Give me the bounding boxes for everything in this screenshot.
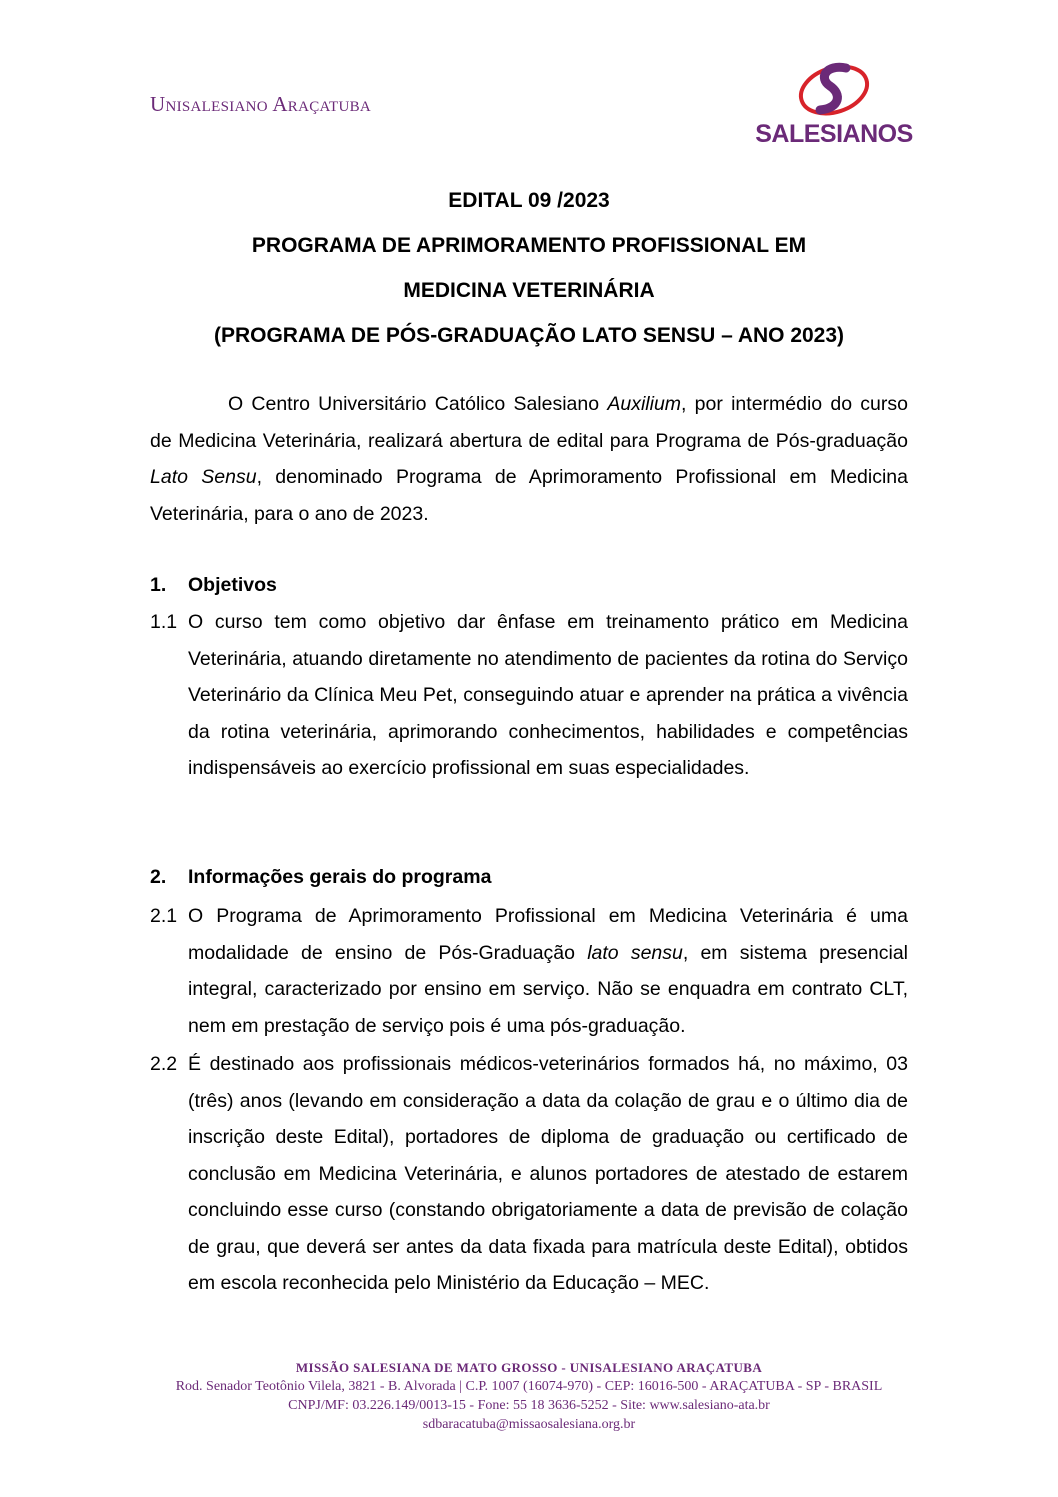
clause-number: 2.1 bbox=[150, 905, 178, 927]
salesianos-logo bbox=[754, 60, 914, 152]
clause-number: 1.1 bbox=[150, 611, 178, 633]
document-titles bbox=[0, 178, 1058, 358]
clause-text: É destinado aos profissionais médicos-veterinários formados há, no máximo, 03 (três) anos (levando em consideração a data da colação de grau e o último dia de inscrição deste Edital), portadores de diploma de graduação ou certificado de conclusão em Medicina Veterinária, e alunos portadores de atestado de estarem concluindo esse curso (constando obrigatoriamente a data de previsão de colação de grau, que deverá ser antes da data fixada para matrícula deste Edital), obtidos em escola reconhecida pelo Ministério da Educação – MEC. bbox=[188, 1053, 908, 1294]
intro-paragraph bbox=[150, 386, 908, 532]
section-number: 2. bbox=[150, 866, 167, 888]
clause-2-2 bbox=[150, 1046, 908, 1302]
clause-emphasis: lato sensu bbox=[587, 941, 683, 964]
institution-name: Unisalesiano Araçatuba bbox=[150, 92, 372, 116]
salesianos-emblem-icon bbox=[796, 60, 872, 120]
intro-emphasis-1: Auxilium bbox=[607, 393, 682, 415]
footer-organization: MISSÃO SALESIANA DE MATO GROSSO - UNISALESIANO ARAÇATUBA bbox=[295, 1360, 763, 1375]
footer-email: sdbaracatuba@missaosalesiana.org.br bbox=[422, 1417, 636, 1432]
section-title: Objetivos bbox=[188, 574, 277, 596]
intro-text-3: , denominado Programa de Aprimoramento Profissional em Medicina Veterinária, para o ano de 2023. bbox=[150, 466, 908, 525]
clause-text-b: , em sistema presencial integral, caracterizado por ensino em serviço. Não se enquadra em contrato CLT, nem em prestação de serviço pois é uma pós-graduação. bbox=[188, 941, 908, 1037]
footer-contact: CNPJ/MF: 03.226.149/0013-15 - Fone: 55 18 3636-5252 - Site: www.salesiano-ata.br bbox=[288, 1398, 770, 1413]
intro-text-1: O Centro Universitário Católico Salesiano bbox=[228, 393, 608, 415]
intro-text-2: , por intermédio do curso de Medicina Veterinária, realizará abertura de edital para Programa de Pós-graduação bbox=[150, 393, 908, 452]
logo-wordmark: SALESIANOS bbox=[755, 120, 913, 148]
clause-1-1 bbox=[150, 604, 908, 787]
clause-text-a: O Programa de Aprimoramento Profissional em Medicina Veterinária é uma modalidade de ensino de Pós-Graduação bbox=[188, 905, 908, 964]
edital-number: EDITAL 09 /2023 bbox=[448, 189, 610, 212]
section-number: 1. bbox=[150, 574, 167, 596]
section-heading-informacoes bbox=[150, 866, 491, 889]
program-subtitle: (PROGRAMA DE PÓS-GRADUAÇÃO LATO SENSU – ANO 2023) bbox=[213, 324, 845, 347]
clause-2-1 bbox=[150, 898, 908, 1044]
page-footer bbox=[0, 1358, 1058, 1434]
section-heading-objetivos bbox=[150, 574, 277, 597]
clause-text bbox=[188, 898, 908, 1044]
clause-text: O curso tem como objetivo dar ênfase em treinamento prático em Medicina Veterinária, atuando diretamente no atendimento de pacientes da rotina do Serviço Veterinário da Clínica Meu Pet, conseguindo atuar e aprender na prática a vivência da rotina veterinária, aprimorando conhecimentos, habilidades e competências indispensáveis ao exercício profissional em suas especialidades. bbox=[188, 611, 908, 779]
clause-number: 2.2 bbox=[150, 1053, 178, 1075]
program-title-line-2: MEDICINA VETERINÁRIA bbox=[403, 279, 655, 302]
intro-emphasis-2: Lato Sensu bbox=[150, 466, 257, 488]
program-title-line-1: PROGRAMA DE APRIMORAMENTO PROFISSIONAL EM bbox=[251, 234, 807, 257]
footer-address: Rod. Senador Teotônio Vilela, 3821 - B. Alvorada | C.P. 1007 (16074-970) - CEP: 16016-500 - ARAÇATUBA - SP - BRASIL bbox=[175, 1379, 883, 1394]
section-title: Informações gerais do programa bbox=[188, 866, 492, 888]
